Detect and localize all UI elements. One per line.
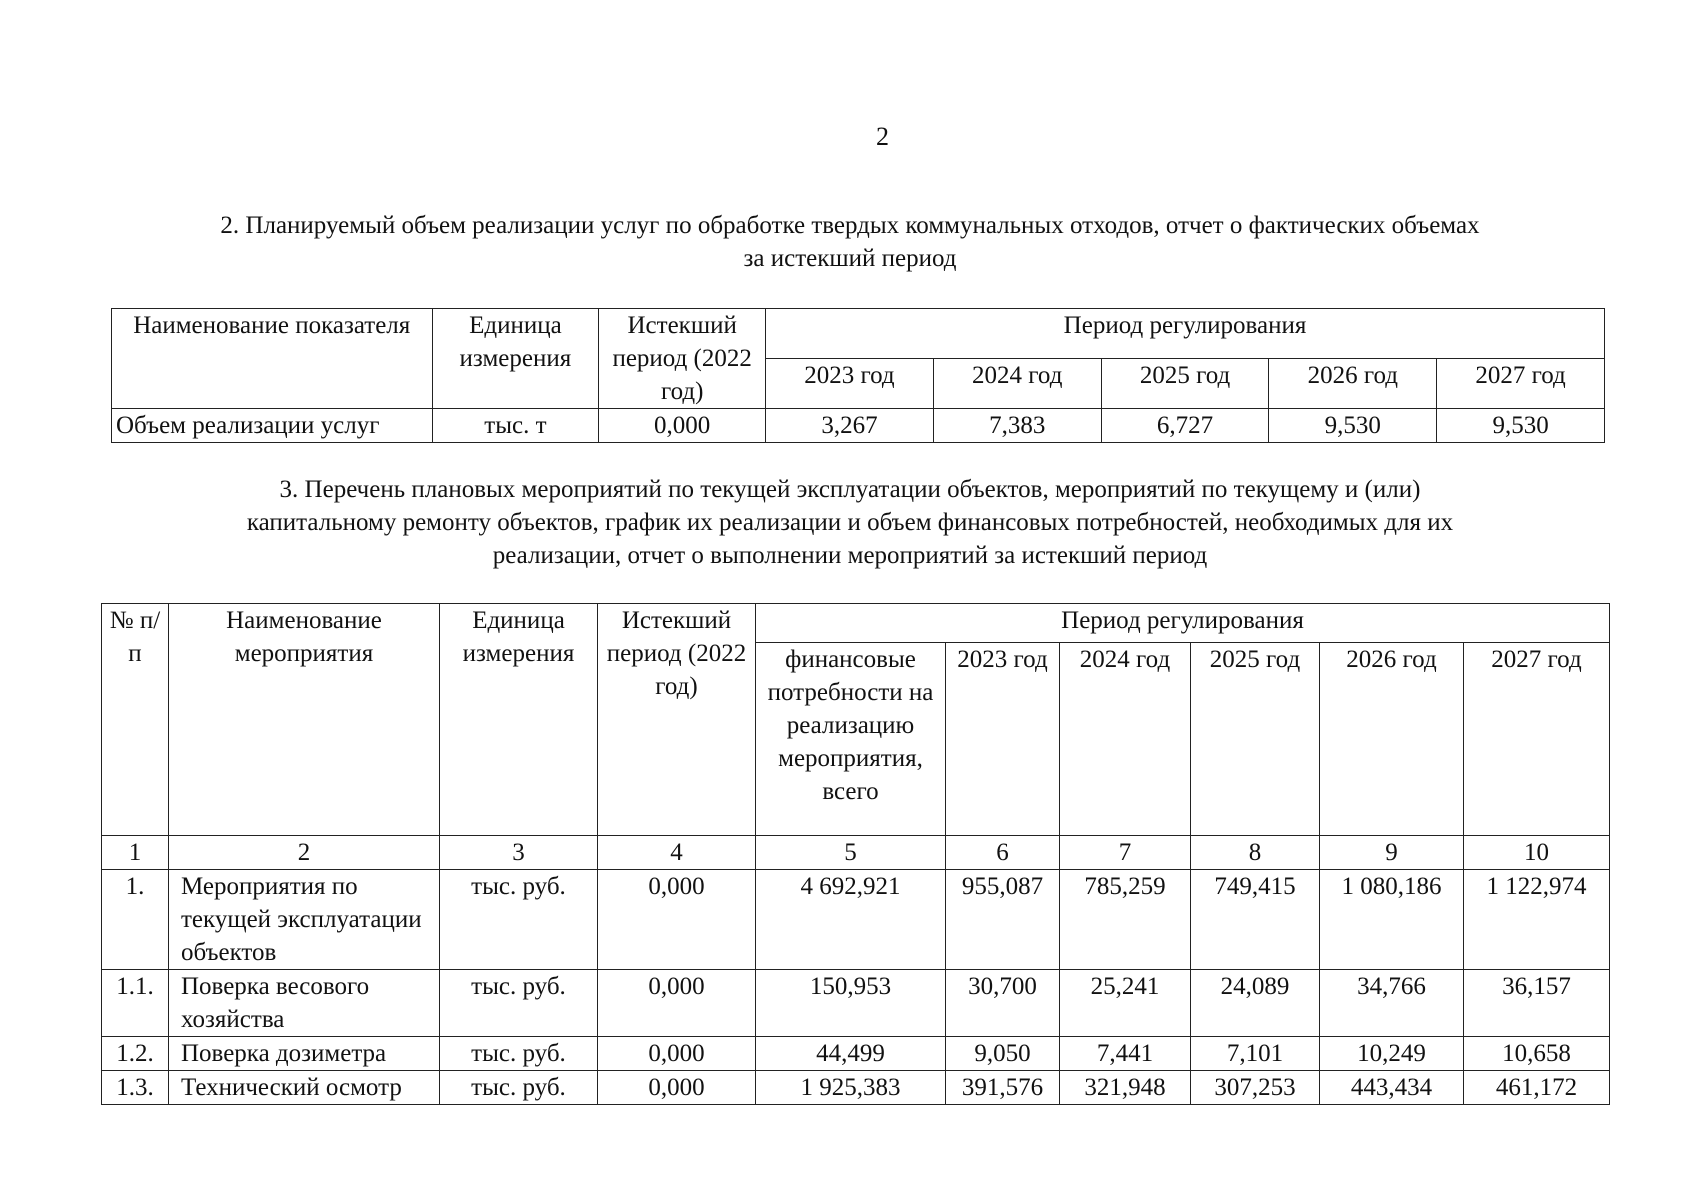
row-year-value: 10,658	[1464, 1037, 1610, 1071]
header-unit: Единица измерения	[432, 309, 599, 409]
row-unit: тыс. руб.	[440, 1071, 598, 1105]
section-3-heading-line-3: реализации, отчет о выполнении мероприятий за истекший период	[492, 542, 1208, 569]
row-past-value: 0,000	[599, 409, 766, 443]
row-year-value: 7,383	[933, 409, 1101, 443]
row-past-value: 0,000	[598, 870, 756, 970]
header-year: 2024 год	[1060, 643, 1191, 836]
row-year-value: 6,727	[1101, 409, 1269, 443]
row-year-value: 785,259	[1060, 870, 1191, 970]
header-year: 2026 год	[1320, 643, 1464, 836]
row-unit: тыс. т	[432, 409, 599, 443]
row-number: 1.2.	[102, 1037, 169, 1071]
row-financial-needs: 1 925,383	[756, 1071, 946, 1105]
column-number: 1	[102, 836, 169, 870]
section-2-heading	[110, 209, 1590, 275]
table-row	[102, 870, 1610, 970]
row-year-value: 9,530	[1269, 409, 1437, 443]
column-number: 9	[1320, 836, 1464, 870]
section-3-heading	[110, 473, 1590, 572]
column-number: 5	[756, 836, 946, 870]
row-unit: тыс. руб.	[440, 870, 598, 970]
table-row	[112, 409, 1605, 443]
header-measure-name: Наименование мероприятия	[169, 604, 440, 836]
table-row	[102, 1071, 1610, 1105]
header-year: 2027 год	[1464, 643, 1610, 836]
row-year-value: 30,700	[946, 970, 1060, 1037]
row-year-value: 7,101	[1191, 1037, 1320, 1071]
row-year-value: 9,050	[946, 1037, 1060, 1071]
table-row	[102, 970, 1610, 1037]
header-regulation-period: Период регулирования	[766, 309, 1605, 359]
section-3-heading-line-1: 3. Перечень плановых мероприятий по текущей эксплуатации объектов, мероприятий по текущему и (или)	[279, 476, 1421, 503]
column-number: 6	[946, 836, 1060, 870]
row-year-value: 307,253	[1191, 1071, 1320, 1105]
row-past-value: 0,000	[598, 1071, 756, 1105]
column-number: 2	[169, 836, 440, 870]
column-number: 4	[598, 836, 756, 870]
row-unit: тыс. руб.	[440, 1037, 598, 1071]
row-past-value: 0,000	[598, 1037, 756, 1071]
row-name: Объем реализации услуг	[112, 409, 433, 443]
row-financial-needs: 44,499	[756, 1037, 946, 1071]
row-number: 1.	[102, 870, 169, 970]
row-year-value: 10,249	[1320, 1037, 1464, 1071]
header-year: 2025 год	[1101, 359, 1269, 409]
column-number: 8	[1191, 836, 1320, 870]
column-number: 3	[440, 836, 598, 870]
row-number: 1.3.	[102, 1071, 169, 1105]
header-indicator-name: Наименование показателя	[112, 309, 433, 409]
measures-table	[101, 603, 1610, 1105]
row-name: Поверка весового хозяйства	[169, 970, 440, 1037]
row-year-value: 749,415	[1191, 870, 1320, 970]
section-2-heading-line-2: за истекший период	[743, 245, 957, 272]
header-financial-needs: финансовые потребности на реализацию мероприятия, всего	[756, 643, 946, 836]
row-year-value: 3,267	[766, 409, 934, 443]
header-year: 2025 год	[1191, 643, 1320, 836]
row-name: Мероприятия по текущей эксплуатации объектов	[169, 870, 440, 970]
row-year-value: 25,241	[1060, 970, 1191, 1037]
table-row	[102, 1037, 1610, 1071]
header-regulation-period: Период регулирования	[756, 604, 1610, 643]
column-number: 10	[1464, 836, 1610, 870]
row-name: Технический осмотр	[169, 1071, 440, 1105]
header-unit: Единица измерения	[440, 604, 598, 836]
row-unit: тыс. руб.	[440, 970, 598, 1037]
row-year-value: 1 080,186	[1320, 870, 1464, 970]
row-year-value: 461,172	[1464, 1071, 1610, 1105]
header-number: № п/п	[102, 604, 169, 836]
row-year-value: 24,089	[1191, 970, 1320, 1037]
page-number: 2	[876, 122, 889, 151]
header-past-period: Истекший период (2022 год)	[599, 309, 766, 409]
header-year: 2024 год	[933, 359, 1101, 409]
row-year-value: 391,576	[946, 1071, 1060, 1105]
column-number-row	[102, 836, 1610, 870]
row-past-value: 0,000	[598, 970, 756, 1037]
header-year: 2023 год	[766, 359, 934, 409]
column-number: 7	[1060, 836, 1191, 870]
row-year-value: 7,441	[1060, 1037, 1191, 1071]
header-past-period: Истекший период (2022 год)	[598, 604, 756, 836]
section-3-heading-line-2: капитальному ремонту объектов, график их реализации и объем финансовых потребностей, необходимых для их	[246, 509, 1454, 536]
row-name: Поверка дозиметра	[169, 1037, 440, 1071]
service-volume-table	[111, 308, 1605, 443]
row-year-value: 443,434	[1320, 1071, 1464, 1105]
row-financial-needs: 150,953	[756, 970, 946, 1037]
row-year-value: 955,087	[946, 870, 1060, 970]
section-2-heading-line-1: 2. Планируемый объем реализации услуг по обработке твердых коммунальных отходов, отчет о фактических объемах	[220, 212, 1480, 239]
header-year: 2023 год	[946, 643, 1060, 836]
header-year: 2027 год	[1437, 359, 1605, 409]
row-year-value: 36,157	[1464, 970, 1610, 1037]
row-year-value: 321,948	[1060, 1071, 1191, 1105]
row-year-value: 34,766	[1320, 970, 1464, 1037]
row-number: 1.1.	[102, 970, 169, 1037]
row-year-value: 9,530	[1437, 409, 1605, 443]
row-year-value: 1 122,974	[1464, 870, 1610, 970]
row-financial-needs: 4 692,921	[756, 870, 946, 970]
header-year: 2026 год	[1269, 359, 1437, 409]
